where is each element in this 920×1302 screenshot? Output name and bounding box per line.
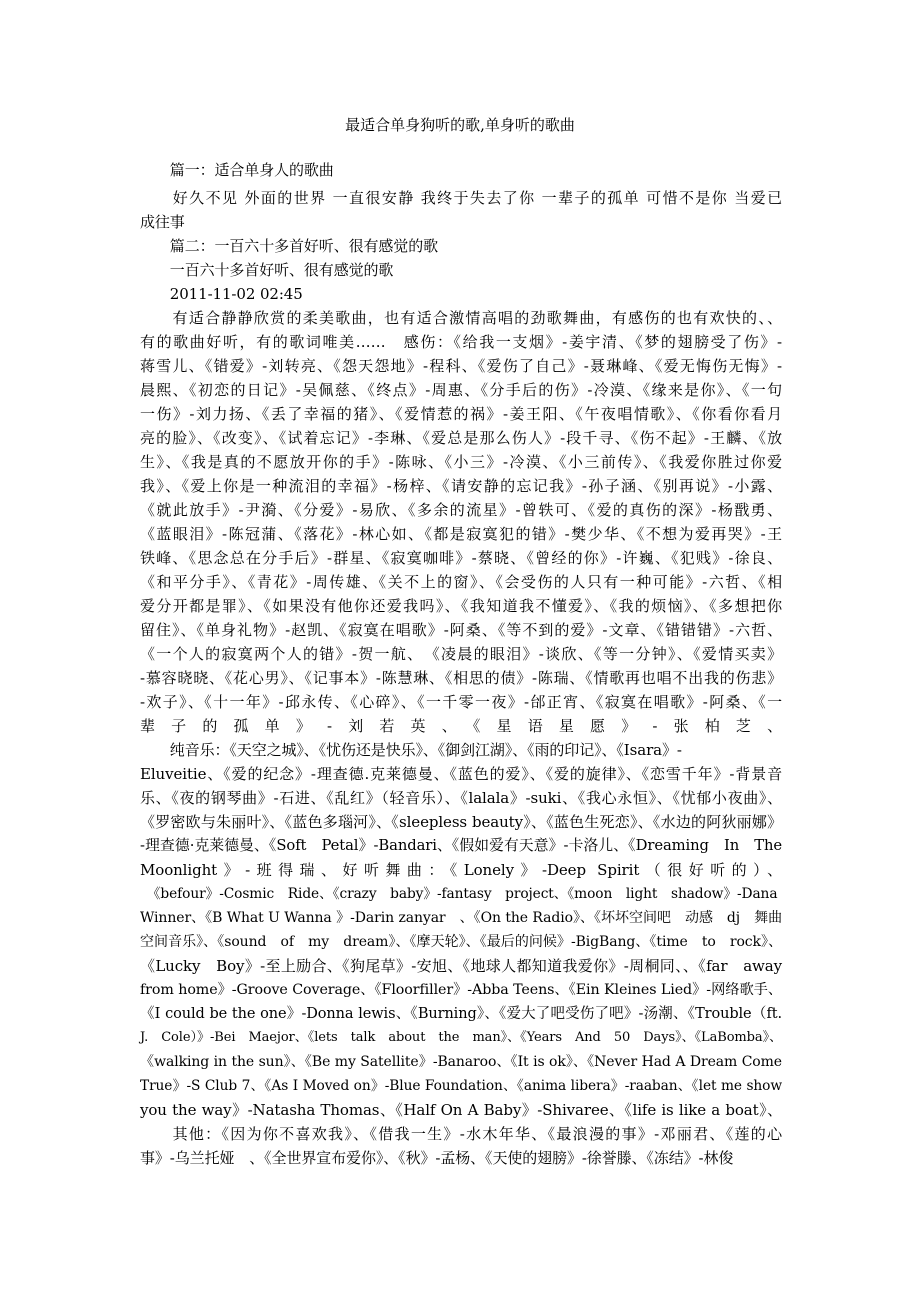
- body-line: 好久不见 外面的世界 一直很安静 我终于失去了你 一辈子的孤单 可惜不是你 当爱已: [140, 189, 782, 207]
- body-line: 《I could be the one》-Donna lewis、《Burning》、《爱大了吧受伤了吧》-汤潮、《Trouble（ft.: [140, 1006, 782, 1022]
- body-line: Moonlight》-班得瑞、好听舞曲：《Lonely》-Deep Spirit（很好听的）、: [140, 861, 782, 879]
- body-line: 一伤》-刘力扬、《丢了幸福的猪》、《爱情惹的祸》-姜王阳、《午夜唱情歌》、《你看你看月: [140, 405, 782, 423]
- body-line: 留住》、《单身礼物》-赵凯、《寂寞在唱歌》-阿桑、《等不到的爱》-文章、《错错错》-六哲、: [140, 621, 782, 639]
- body-line: 晨熙、《初恋的日记》-吴佩慈、《终点》-周惠、《分手后的伤》-冷漠、《缘来是你》、《一句: [140, 381, 782, 399]
- body-line: -欢子》、《十一年》-邱永传、《心碎》、《一千零一夜》-邰正宵、《寂寞在唱歌》-阿桑、《一: [140, 693, 782, 711]
- body-line: 《罗密欧与朱丽叶》、《蓝色多瑙河》、《sleepless beauty》、《蓝色生死恋》、《水边的阿狄丽娜》: [140, 813, 782, 831]
- body-line: 一百六十多首好听、很有感觉的歌: [140, 261, 394, 279]
- body-line: J. Cole）》-Bei Maejor、《lets talk about the man》、《Years And 50 Days》、《LaBomba》、: [140, 1030, 782, 1045]
- body-line: True》-S Club 7、《As I Moved on》-Blue Foundation、《anima libera》-raaban、《let me show: [140, 1078, 782, 1094]
- body-line: 有的歌曲好听，有的歌词唯美…… 感伤：《给我一支烟》-姜宇清、《梦的翅膀受了伤》-: [140, 333, 782, 351]
- body-line: 我》、《爱上你是一种流泪的幸福》-杨梓、《请安静的忘记我》-孙子涵、《别再说》-小露、: [140, 477, 782, 495]
- body-line: 铁峰、《思念总在分手后》-群星、《寂寞咖啡》-蔡晓、《曾经的你》-许巍、《犯贱》-徐良、: [140, 549, 782, 567]
- body-line: 成往事: [140, 213, 185, 231]
- body-line: you the way》-Natasha Thomas、《Half On A Baby》-Shivaree、《life is like a boat》、: [140, 1101, 782, 1119]
- body-line: 有适合静静欣赏的柔美歌曲，也有适合激情高唱的劲歌舞曲，有感伤的也有欢快的、、: [140, 309, 782, 327]
- body-line: 爱分开都是罪》、《如果没有他你还爱我吗》、《我知道我不懂爱》、《我的烦恼》、《多想把你: [140, 597, 782, 615]
- body-line: 2011-11-02 02:45: [140, 285, 303, 303]
- body-line: -慕容晓晓、《花心男》、《记事本》-陈慧琳、《相思的债》-陈瑞、《情歌再也唱不出我的伤悲》: [140, 669, 782, 687]
- body-line: from home》-Groove Coverage、《Floorfiller》-Abba Teens、《Ein Kleines Lied》-网络歌手、: [140, 982, 782, 998]
- body-line: 事》-乌兰托娅 、《全世界宣布爱你》、《秋》-孟杨、《天使的翅膀》-徐誉滕、《冻结》-林俊: [140, 1149, 734, 1167]
- body-line: 《一个人的寂寞两个人的错》-贺一航、 《凌晨的眼泪》-谈欣、《等一分钟》、《爱情买卖》: [140, 645, 782, 663]
- body-line: 《蓝眼泪》-陈冠蒲、《落花》-林心如、《都是寂寞犯的错》-樊少华、《不想为爱再哭》-王: [140, 525, 782, 543]
- body-line: 《就此放手》-尹漪、《分爱》-易欣、《多余的流星》-曾轶可、《爱的真伤的深》-杨戬勇、: [140, 501, 782, 519]
- body-line: 生》、《我是真的不愿放开你的手》-陈咏、《小三》-冷漠、《小三前传》、《我爱你胜过你爱: [140, 453, 782, 471]
- body-line: Winner、《B What U Wanna 》-Darin zanyar 、《On the Radio》、《坏坏空间吧 动感 dj 舞曲: [140, 910, 782, 926]
- body-line: 篇二：一百六十多首好听、很有感觉的歌: [140, 237, 439, 255]
- body-line: 亮的脸》、《改变》、《试着忘记》-李琳、《爱总是那么伤人》-段千寻、《伤不起》-王麟、《放: [140, 429, 782, 447]
- body-line: 《befour》-Cosmic Ride、《crazy baby》-fantasy project、《moon light shadow》-Dana: [140, 886, 778, 902]
- body-line: 辈子的孤单》-刘若英、《星语星愿》-张柏芝、: [140, 717, 782, 735]
- body-line: Eluveitie、《爱的纪念》-理查德.克莱德曼、《蓝色的爱》、《爱的旋律》、《恋雪千年》-背景音: [140, 765, 782, 783]
- body-line: 篇一：适合单身人的歌曲: [140, 161, 334, 179]
- body-line: 《walking in the sun》、《Be my Satellite》-Banaroo、《It is ok》、《Never Had A Dream Come: [140, 1054, 782, 1070]
- body-line: 乐、《夜的钢琴曲》-石进、《乱红》（轻音乐）、《lalala》-suki、《我心永恒》、《忧郁小夜曲》、: [140, 789, 782, 807]
- body-line: 《和平分手》、《青花》-周传雄、《关不上的窗》、《会受伤的人只有一种可能》-六哲、《相: [140, 573, 782, 591]
- body-line: 其他：《因为你不喜欢我》、《借我一生》-水木年华、《最浪漫的事》-邓丽君、《莲的心: [140, 1125, 782, 1143]
- body-line: 纯音乐：《天空之城》、《忧伤还是快乐》、《御剑江湖》、《雨的印记》、《Isara》-: [140, 741, 682, 759]
- body-line: -理查德·克莱德曼、《Soft Petal》-Bandari、《假如爱有天意》-卡洛儿、《Dreaming In The: [140, 837, 782, 854]
- document-title: 最适合单身狗听的歌,单身听的歌曲: [345, 116, 575, 134]
- body-line: 蒋雪儿、《错爱》-刘转亮、《怨天怨地》-程科、《爱伤了自己》-聂琳峰、《爱无悔伤无悔》-: [140, 357, 782, 375]
- body-line: 空间音乐》、《sound of my dream》、《摩天轮》、《最后的问候》-BigBang、《time to rock》、: [140, 934, 782, 950]
- body-line: 《Lucky Boy》-至上励合、《狗尾草》-安旭、《地球人都知道我爱你》-周桐同、、《far away: [140, 957, 782, 975]
